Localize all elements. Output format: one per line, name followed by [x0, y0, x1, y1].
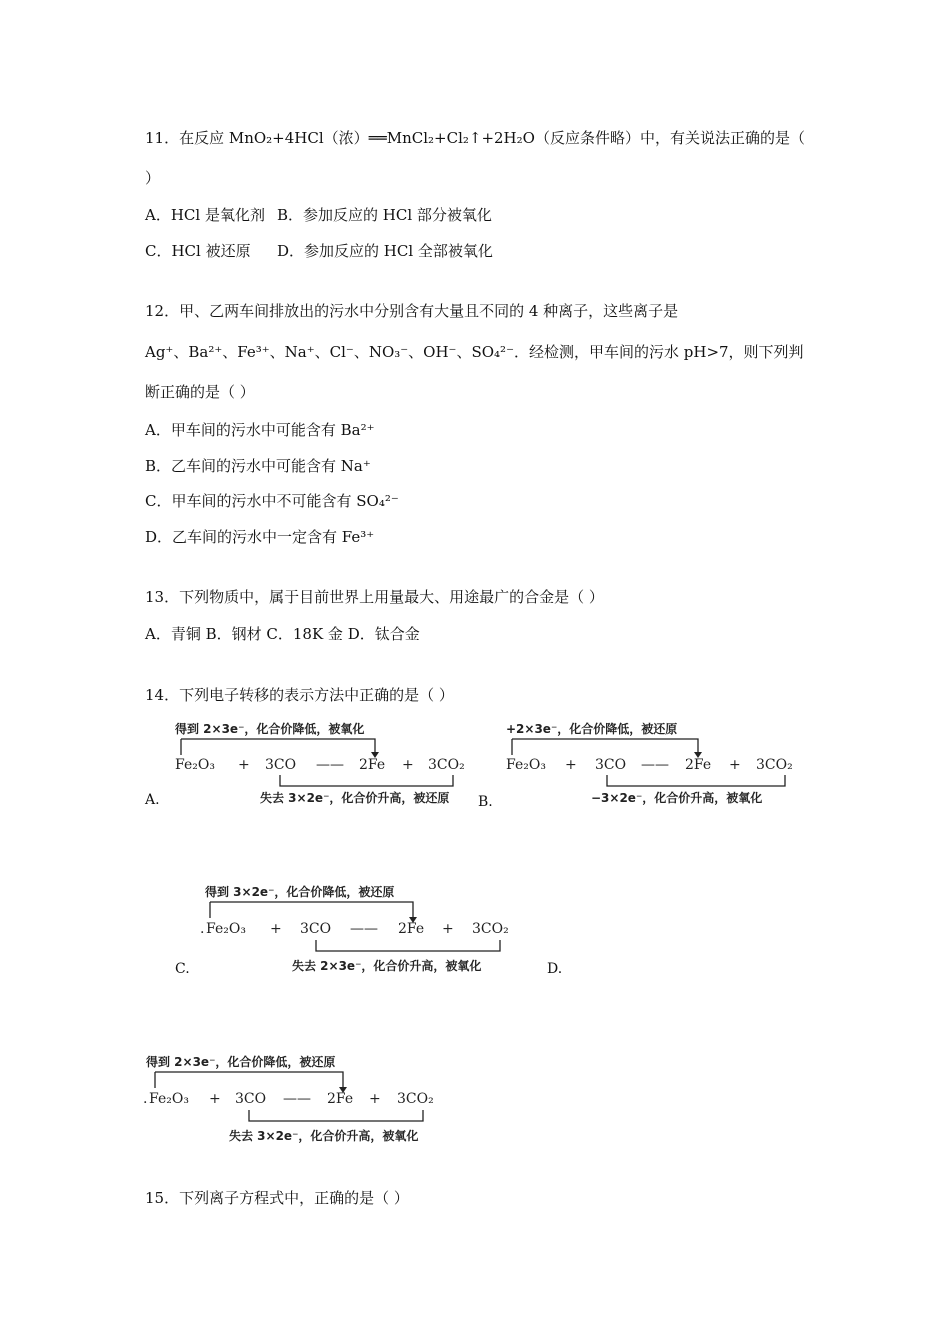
q14-diagram-a: [172, 720, 472, 814]
q12-option-d: D．乙车间的污水中一定含有 Fe³⁺: [145, 528, 375, 546]
diag-a-bottom-label: 失去 3×2e⁻，化合价升高，被还原: [260, 791, 450, 805]
lead-dot: .: [143, 1091, 148, 1107]
plus-sign: +: [442, 921, 454, 937]
co-label: 3CO: [300, 921, 332, 937]
reaction-arrow: ——: [641, 757, 669, 773]
fe-label: 2Fe: [685, 757, 712, 773]
co-label: 3CO: [235, 1091, 267, 1107]
q13-options: A．青铜 B．钢材 C．18K 金 D．钛合金: [145, 625, 420, 643]
co-label: 3CO: [595, 757, 627, 773]
q12-option-a: A．甲车间的污水中可能含有 Ba²⁺: [145, 421, 375, 439]
reaction-arrow: ——: [316, 757, 344, 773]
q11-option-c: C．HCl 被还原: [145, 242, 251, 260]
plus-sign: +: [565, 757, 577, 773]
fe2o3-label: Fe₂O₃: [506, 757, 546, 773]
fe-label: 2Fe: [327, 1091, 354, 1107]
co2-label: 3CO₂: [472, 921, 509, 937]
plus-sign: +: [369, 1091, 381, 1107]
q12-ions: Ag⁺、Ba²⁺、Fe³⁺、Na⁺、Cl⁻、NO₃⁻、OH⁻、SO₄²⁻．经检测，甲车间的污水 pH>7，则下列判: [145, 343, 804, 361]
plus-sign: +: [402, 757, 414, 773]
fe2o3-label: Fe₂O₃: [206, 921, 246, 937]
diag-a-top-label: 得到 2×3e⁻，化合价降低，被氧化: [175, 722, 365, 736]
q14-option-c-label: C.: [175, 961, 190, 977]
co2-label: 3CO₂: [428, 757, 465, 773]
q12-stem: 12．甲、乙两车间排放出的污水中分别含有大量且不同的 4 种离子，这些离子是: [145, 302, 679, 320]
q11-option-a: A．HCl 是氧化剂: [145, 206, 265, 224]
reaction-arrow: ——: [283, 1091, 311, 1107]
plus-sign: +: [270, 921, 282, 937]
q14-stem: 14．下列电子转移的表示方法中正确的是（ ）: [145, 686, 454, 704]
fe-label: 2Fe: [398, 921, 425, 937]
q14-diagram-c: [200, 883, 520, 982]
q14-diagram-b: [503, 720, 803, 814]
fe2o3-label: Fe₂O₃: [175, 757, 215, 773]
lead-dot: .: [200, 921, 205, 937]
diag-b-bottom-label: −3×2e⁻，化合价升高，被氧化: [591, 791, 763, 805]
q11-stem: 11．在反应 MnO₂+4HCl（浓）══MnCl₂+Cl₂↑+2H₂O（反应条件略）中，有关说法正确的是（: [145, 129, 805, 147]
q14-option-a-label: A.: [145, 792, 160, 808]
plus-sign: +: [729, 757, 741, 773]
co2-label: 3CO₂: [397, 1091, 434, 1107]
fe2o3-label: Fe₂O₃: [149, 1091, 189, 1107]
q12-option-c: C．甲车间的污水中不可能含有 SO₄²⁻: [145, 492, 399, 510]
q11-option-d: D．参加反应的 HCl 全部被氧化: [277, 242, 493, 260]
q11-stem-cont: ）: [145, 169, 161, 187]
plus-sign: +: [209, 1091, 221, 1107]
q14-option-d-label: D.: [547, 961, 563, 977]
diag-d-top-label: 得到 2×3e⁻，化合价降低，被还原: [146, 1055, 336, 1069]
reaction-arrow: ——: [350, 921, 378, 937]
co-label: 3CO: [265, 757, 297, 773]
q11-option-b: B．参加反应的 HCl 部分被氧化: [277, 206, 492, 224]
plus-sign: +: [238, 757, 250, 773]
q14-diagram-d: [143, 1053, 443, 1152]
diag-c-top-label: 得到 3×2e⁻，化合价降低，被还原: [205, 885, 395, 899]
diag-c-bottom-label: 失去 2×3e⁻，化合价升高，被氧化: [292, 959, 482, 973]
q12-option-b: B．乙车间的污水中可能含有 Na⁺: [145, 457, 371, 475]
co2-label: 3CO₂: [756, 757, 793, 773]
diag-b-top-label: +2×3e⁻，化合价降低，被还原: [506, 722, 678, 736]
q14-option-b-label: B.: [478, 794, 493, 810]
diag-d-bottom-label: 失去 3×2e⁻，化合价升高，被氧化: [229, 1129, 419, 1143]
fe-label: 2Fe: [359, 757, 386, 773]
q15-stem: 15．下列离子方程式中，正确的是（ ）: [145, 1189, 409, 1207]
q12-stem-cont: 断正确的是（ ）: [145, 383, 255, 401]
q13-stem: 13．下列物质中，属于目前世界上用量最大、用途最广的合金是（ ）: [145, 588, 604, 606]
